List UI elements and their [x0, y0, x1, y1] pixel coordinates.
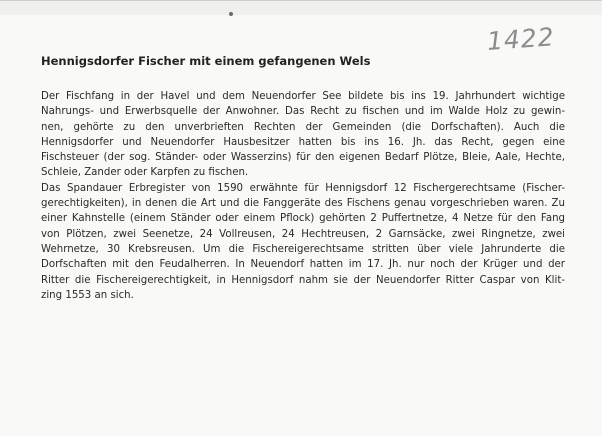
body-line: nen, gehörte zu den unverbrieften Rechten der Gemeinden (die Dorfschaften). Auch die [41, 121, 565, 133]
punch-dot [229, 12, 233, 16]
body-line: Das Spandauer Erbregister von 1590 erwähnte für Hennigsdorf 12 Fischergerechtsame (Fischer- [41, 182, 565, 194]
body-line: von Plötzen, zwei Seenetze, 24 Vollreusen, 24 Hechtreusen, 2 Garnsäcke, zwei Ringnetze, zwei [41, 228, 565, 240]
body-line: zing 1553 an sich. [41, 289, 134, 301]
body-line: Ritter die Fischereigerechtigkeit, in Hennigsdorf nahm sie der Neuendorfer Ritter Caspar von Klit- [41, 274, 565, 286]
body-line: Schleie, Zander oder Karpfen zu fischen. [41, 167, 249, 179]
body-line: Hennigsdorfer und Neuendorfer Hausbesitzer hatten bis ins 16. Jh. das Recht, gegen eine [41, 136, 565, 148]
document-title: Hennigsdorfer Fischer mit einem gefangenen Wels [41, 54, 371, 68]
body-line: einer Kahnstelle (einem Ständer oder einem Pflock) gehörten 2 Puffertnetze, 4 Netze für den Fang [41, 213, 565, 225]
document-body [41, 89, 565, 303]
body-line: Der Fischfang in der Havel und dem Neuendorfer See bildete bis ins 19. Jahrhundert wichtige [41, 91, 565, 102]
body-line: Fischsteuer (der sog. Ständer- oder Wasserzins) für den eigenen Bedarf Plötze, Bleie, Aale, Hechte, [41, 152, 565, 164]
body-line: gerechtigkeiten), in denen die Art und die Fanggeräte des Fischens genau vorgeschrieben waren. Zu [41, 198, 565, 210]
card-top-edge [0, 1, 602, 15]
body-line: Nahrungs- und Erwerbsquelle der Anwohner. Das Recht zu fischen und im Walde Holz zu gewin- [41, 106, 565, 118]
body-line: Dorfschaften mit den Feudalherren. In Neuendorf hatten im 17. Jh. nur noch der Krüger und der [41, 259, 565, 271]
handwritten-number: 1422 [486, 22, 556, 56]
body-line: Wehrnetze, 30 Krebsreusen. Um die Fischereigerechtsame stritten über viele Jahrunderte die [41, 243, 565, 255]
